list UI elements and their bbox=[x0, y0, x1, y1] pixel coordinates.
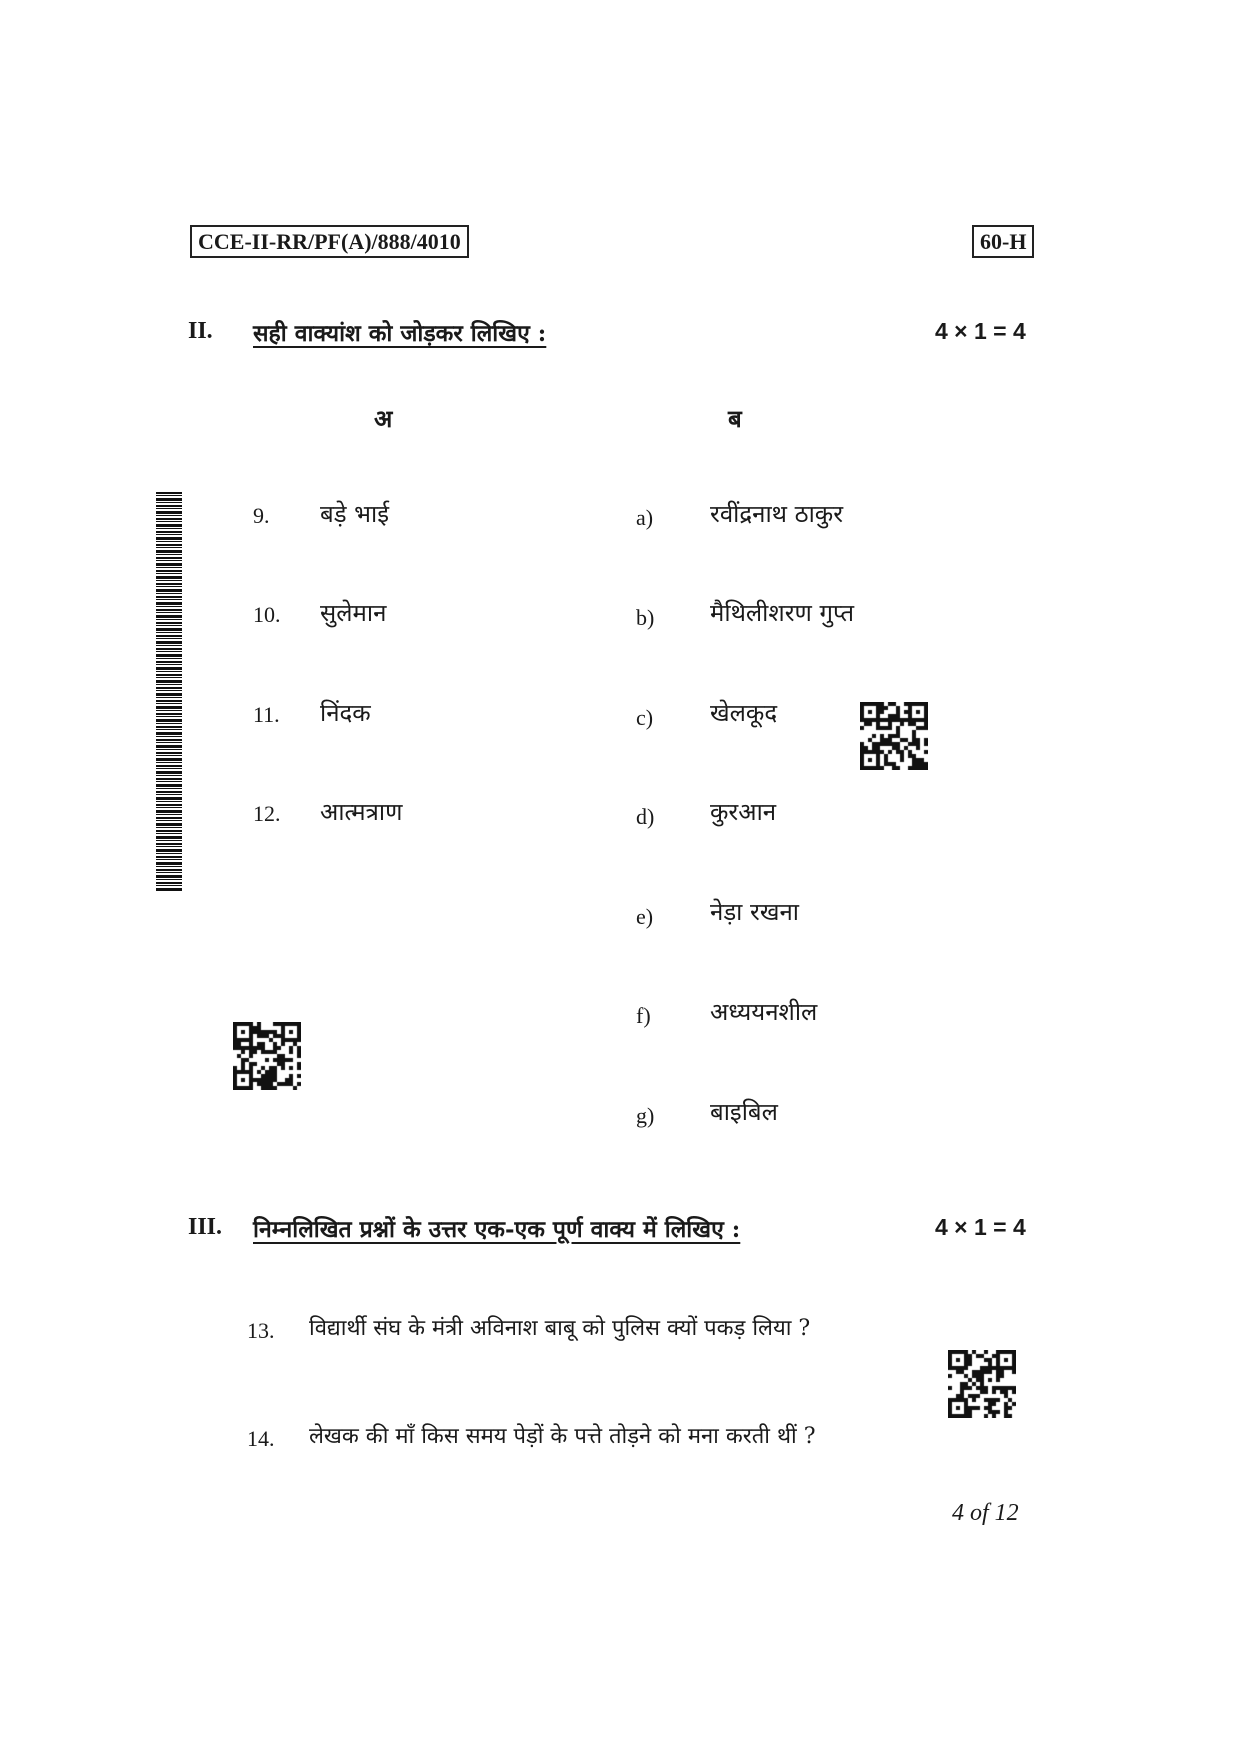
left-item-number: 11. bbox=[253, 702, 280, 727]
page-number: 4 of 12 bbox=[952, 1500, 1019, 1526]
question-text: विद्यार्थी संघ के मंत्री अविनाश बाबू को पुलिस क्यों पकड़ लिया ? bbox=[309, 1316, 811, 1341]
section-3-number: III. bbox=[188, 1214, 223, 1240]
question-number: 14. bbox=[247, 1426, 275, 1451]
right-item-letter: c) bbox=[636, 705, 654, 730]
right-item-letter: f) bbox=[636, 1003, 651, 1028]
exam-code: CCE-II-RR/PF(A)/888/4010 bbox=[198, 229, 461, 254]
right-item-text: मैथिलीशरण गुप्त bbox=[710, 599, 855, 627]
right-item-letter: a) bbox=[636, 505, 654, 530]
section-2-marks: 4 × 1 = 4 bbox=[935, 318, 1026, 344]
column-b-heading: ब bbox=[728, 404, 742, 433]
section-3-title: निम्नलिखित प्रश्नों के उत्तर एक-एक पूर्ण वाक्य में लिखिए : bbox=[253, 1216, 741, 1243]
left-item-number: 10. bbox=[253, 602, 281, 627]
left-item-number: 9. bbox=[253, 503, 270, 528]
paper-code: 60-H bbox=[980, 229, 1027, 254]
barcode-icon bbox=[156, 492, 182, 892]
question-text: लेखक की माँ किस समय पेड़ों के पत्ते तोड़ने को मना करती थीं ? bbox=[309, 1424, 816, 1449]
left-item-number: 12. bbox=[253, 801, 281, 826]
right-item-text: कुरआन bbox=[710, 798, 777, 826]
qr-code-icon bbox=[860, 702, 928, 770]
question-number: 13. bbox=[247, 1318, 275, 1343]
left-item-text: बड़े भाई bbox=[320, 500, 390, 528]
section-2-title: सही वाक्यांश को जोड़कर लिखिए : bbox=[253, 320, 547, 347]
exam-code-box bbox=[190, 225, 469, 258]
right-item-letter: b) bbox=[636, 605, 655, 630]
section-3-marks: 4 × 1 = 4 bbox=[935, 1214, 1026, 1240]
column-a-heading: अ bbox=[374, 404, 393, 433]
right-item-text: रवींद्रनाथ ठाकुर bbox=[710, 500, 844, 528]
right-item-text: नेड़ा रखना bbox=[710, 898, 799, 926]
right-item-text: खेलकूद bbox=[710, 699, 778, 727]
left-item-text: सुलेमान bbox=[320, 599, 387, 627]
left-item-text: आत्मत्राण bbox=[320, 798, 403, 826]
section-2-number: II. bbox=[188, 318, 213, 344]
left-item-text: निंदक bbox=[320, 699, 371, 727]
right-item-letter: e) bbox=[636, 904, 654, 929]
right-item-letter: d) bbox=[636, 804, 655, 829]
right-item-text: अध्ययनशील bbox=[710, 998, 818, 1026]
right-item-text: बाइबिल bbox=[710, 1098, 778, 1126]
qr-code-icon bbox=[948, 1350, 1016, 1418]
right-item-letter: g) bbox=[636, 1103, 655, 1128]
paper-code-box bbox=[972, 225, 1034, 258]
qr-code-icon bbox=[233, 1022, 301, 1090]
